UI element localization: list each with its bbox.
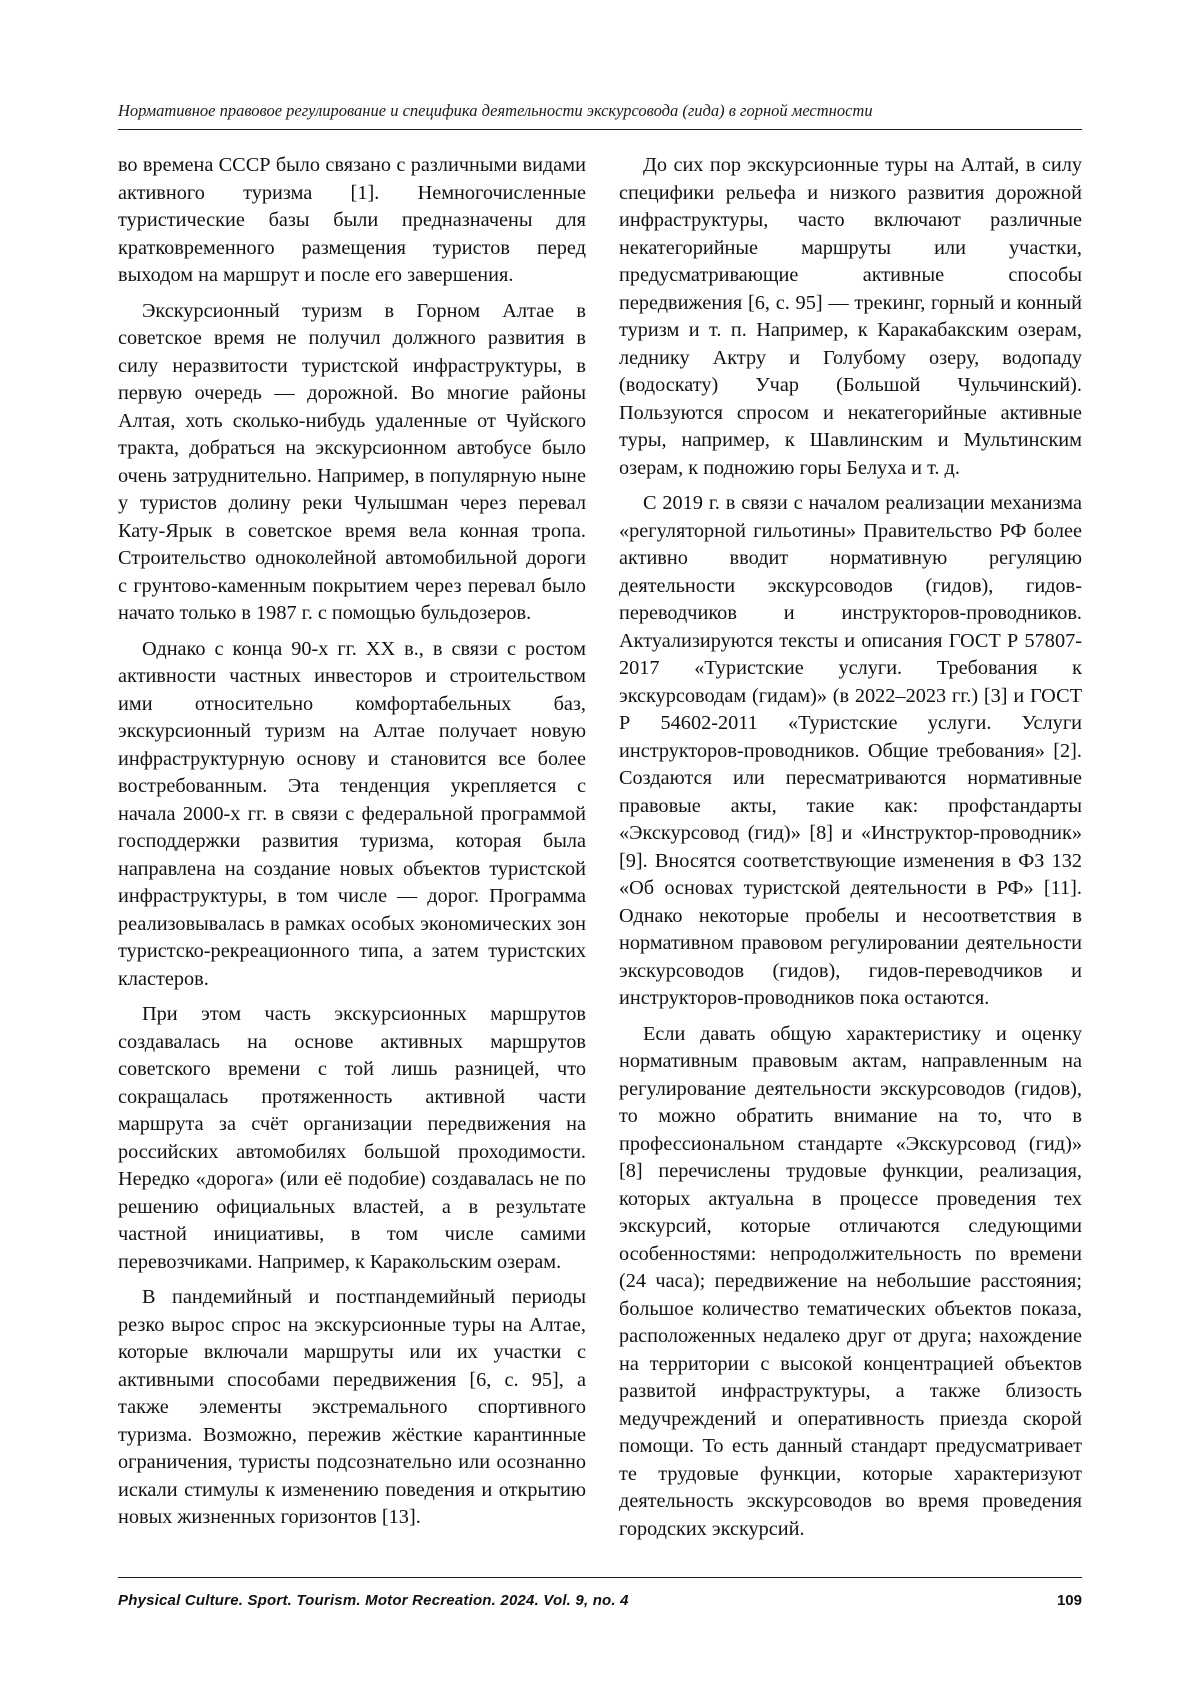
- paragraph: Однако с конца 90-х гг. XX в., в связи с ростом активности частных инвесторов и строительством ими относительно комфортабельных баз, экскурсионный туризм на Алтае получает новую инфраструктурную основу и становится все более востребованным. Эта тенденция укрепляется с начала 2000-х гг. в связи с федеральной программой господдержки развития туризма, которая была направлена на создание новых объектов туристской инфраструктуры, в том числе — дорог. Программа реализовывалась в рамках особых экономических зон туристско-рекреационного типа, а затем туристских кластеров.: [118, 637, 586, 990]
- running-header: Нормативное правовое регулирование и специфика деятельности экскурсовода (гида) в горной местности: [118, 101, 873, 120]
- paragraph: Экскурсионный туризм в Горном Алтае в советское время не получил должного развития в силу неразвитости туристской инфраструктуры, в первую очередь — дорожной. Во многие районы Алтая, хоть сколько-нибудь удаленные от Чуйского тракта, добраться на экскурсионном автобусе было очень затруднительно. Например, в популярную ныне у туристов долину реки Чулышман через перевал Кату-Ярык в советское время вела конная тропа. Строительство одноколейной автомобильной дороги с грунтово-каменным покрытием через перевал было начато только в 1987 г. с помощью бульдозеров.: [118, 299, 586, 624]
- page-number: 109: [1056, 1592, 1082, 1609]
- paragraph: С 2019 г. в связи с началом реализации механизма «регуляторной гильотины» Правительство РФ более активно вводит нормативную регуляцию деятельности экскурсоводов (гидов), гидов-переводчиков и инструкторов-проводников. Актуализируются тексты и описания ГОСТ Р 57807-2017 «Туристские услуги. Требования к экскурсоводам (гидам)» (в 2022–2023 гг.) [3] и ГОСТ Р 54602-2011 «Туристские услуги. Услуги инструкторов-проводников. Общие требования» [2]. Создаются или пересматриваются нормативные правовые акты, такие как: профстандарты «Экскурсовод (гид)» [8] и «Инструктор-проводник» [9]. Вносятся соответствующие изменения в ФЗ 132 «Об основах туристской деятельности в РФ» [11]. Однако некоторые пробелы и несоответствия в нормативном правовом регулировании деятельности экскурсоводов (гидов), гидов-переводчиков и инструкторов-проводников пока остаются.: [619, 492, 1082, 1009]
- paragraph: Если давать общую характеристику и оценку нормативным правовым актам, направленным на регулирование деятельности экскурсоводов (гидов), то можно обратить внимание на то, что в профессиональном стандарте «Экскурсовод (гид)» [8] перечислены трудовые функции, реализация, которых актуальна в процессе проведения тех экскурсий, которые отличаются следующими особенностями: непродолжительность по времени (24 часа); передвижение на небольшие расстояния; большое количество тематических объектов показа, расположенных недалеко друг от друга; нахождение на территории с высокой концентрацией объектов развитой инфраструктуры, а также близость медучреждений и оперативность приезда скорой помощи. То есть данный стандарт предусматривает те трудовые функции, которые характеризуют деятельность экскурсоводов во время проведения городских экскурсий.: [619, 1022, 1082, 1540]
- right-column: [619, 152, 1082, 1551]
- journal-citation: Physical Culture. Sport. Tourism. Motor Recreation. 2024. Vol. 9, no. 4: [118, 1592, 629, 1609]
- paragraph: В пандемийный и постпандемийный периоды резко вырос спрос на экскурсионные туры на Алтае, которые включали маршруты или их участки с активными способами передвижения [6, с. 95], а также элементы экстремального спортивного туризма. Возможно, пережив жёсткие карантинные ограничения, туристы подсознательно или осознанно искали стимулы к изменению поведения и открытию новых жизненных горизонтов [13].: [118, 1286, 586, 1528]
- paragraph: До сих пор экскурсионные туры на Алтай, в силу специфики рельефа и низкого развития дорожной инфраструктуры, часто включают различные некатегорийные маршруты или участки, предусматривающие активные способы передвижения [6, с. 95] — трекинг, горный и конный туризм и т. п. Например, к Каракабакским озерам, леднику Актру и Голубому озеру, водопаду (водоскату) Учар (Большой Чульчинский). Пользуются спросом и некатегорийные активные туры, например, к Шавлинским и Мультинским озерам, к подножию горы Белуха и т. д.: [619, 154, 1082, 479]
- paragraph: При этом часть экскурсионных маршрутов создавалась на основе активных маршрутов советского времени с той лишь разницей, что сокращалась протяженность активной части маршрута за счёт организации передвижения на российских автомобилях большой проходимости. Нередко «дорога» (или её подобие) создавалась не по решению официальных властей, а в результате частной инициативы, в том числе самими перевозчиками. Например, к Каракольским озерам.: [118, 1003, 586, 1273]
- footer-rule: [118, 1577, 1082, 1578]
- paragraph: во времена СССР было связано с различными видами активного туризма [1]. Немногочисленные туристические базы были предназначены для кратковременного размещения туристов перед выходом на маршрут и после его завершения.: [118, 154, 586, 286]
- left-column: [118, 152, 586, 1540]
- header-rule: [118, 129, 1082, 130]
